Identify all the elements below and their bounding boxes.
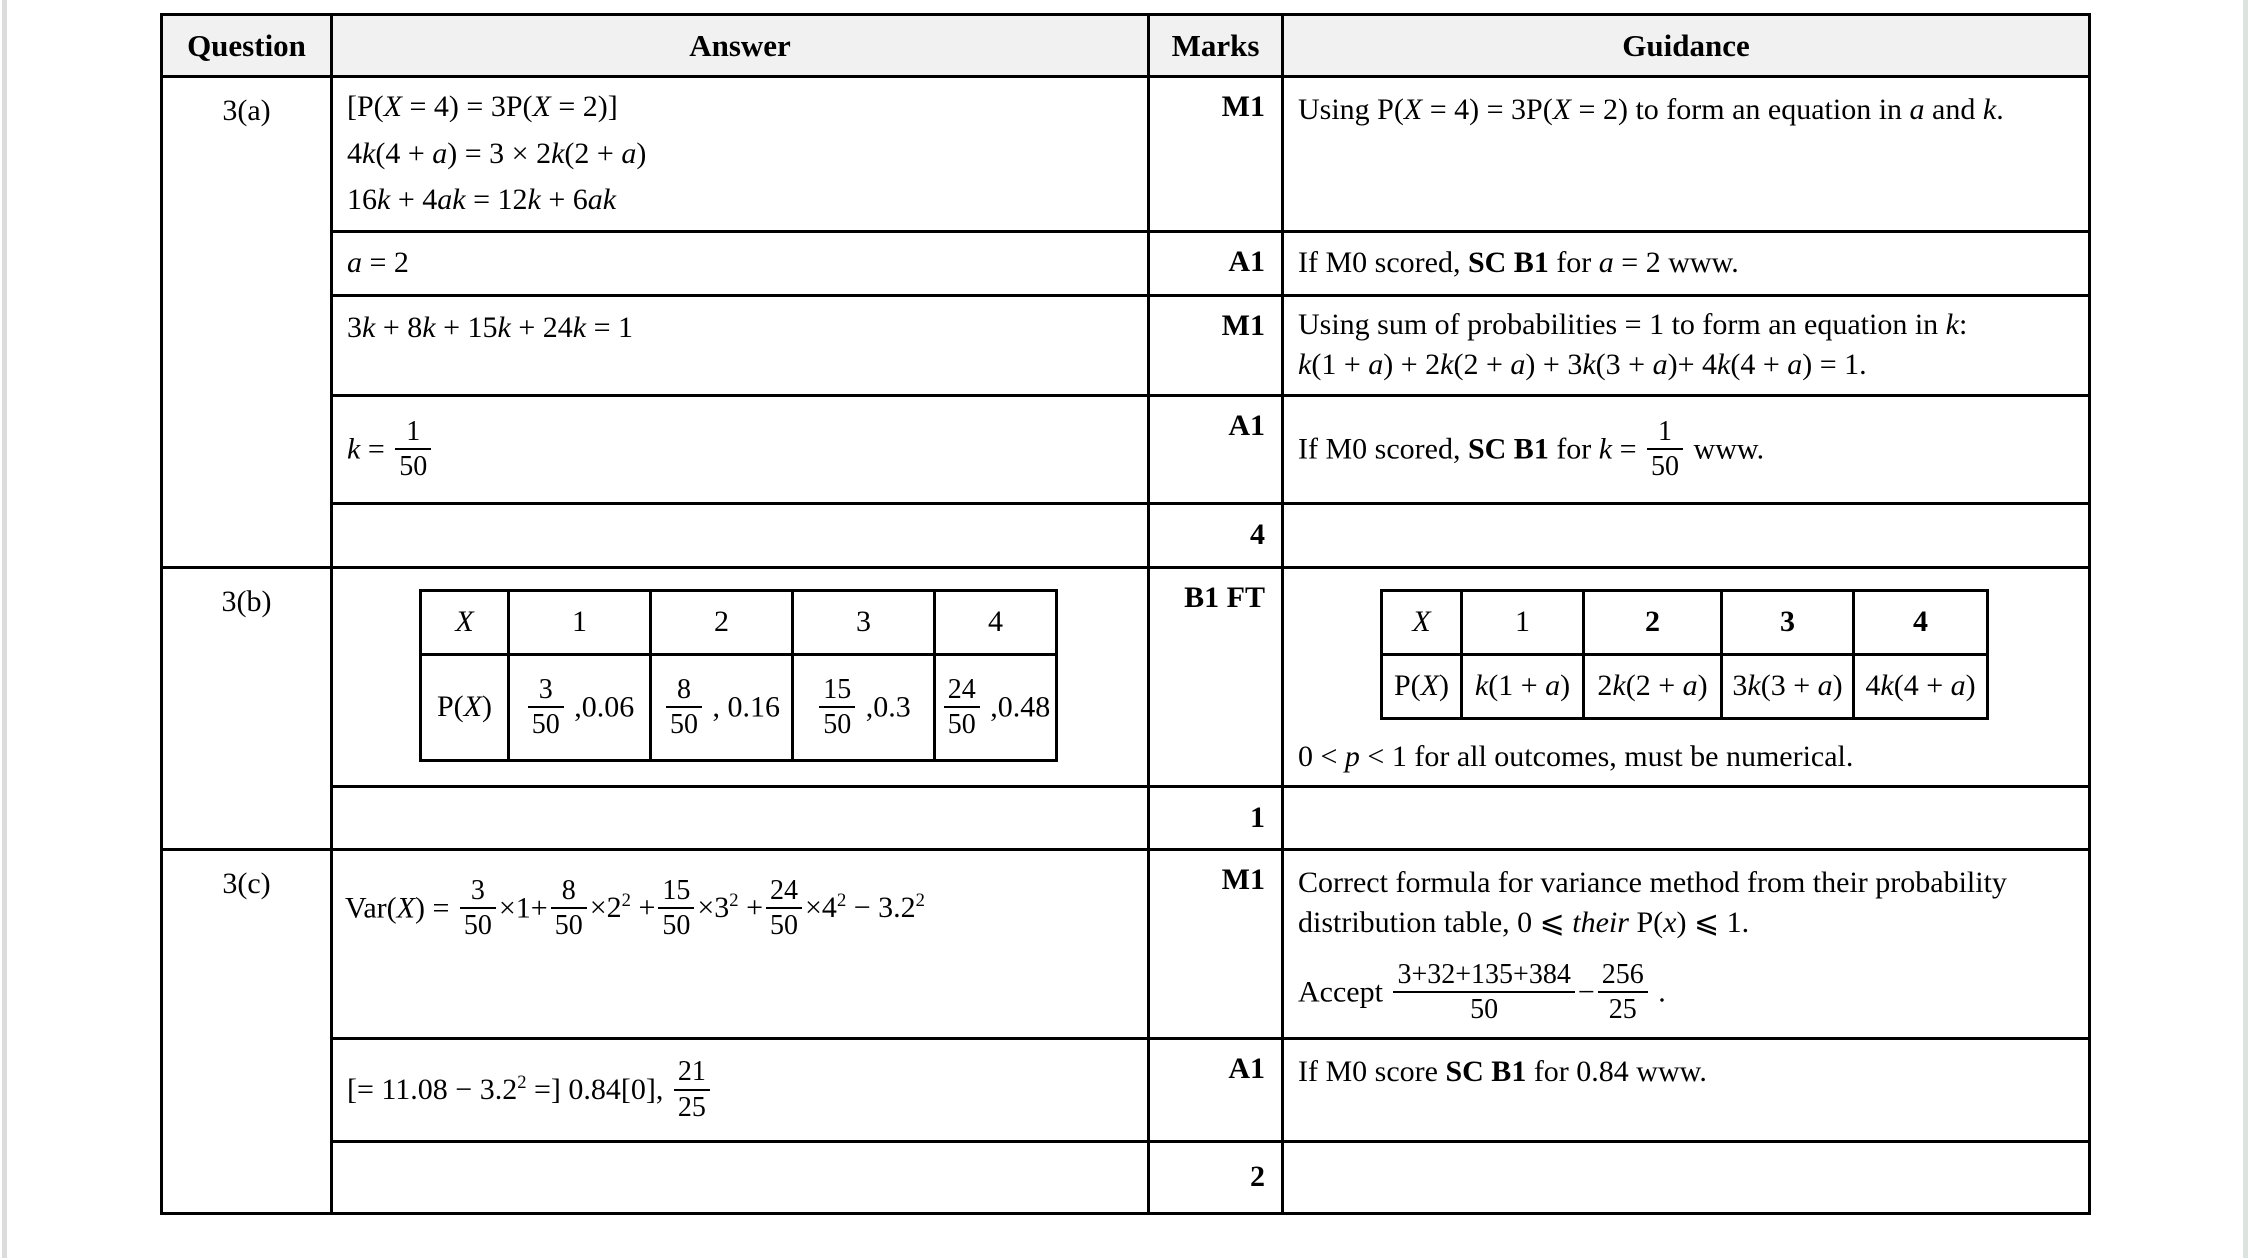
inner-row-label: P(X) (1382, 654, 1462, 718)
guidance-cell-empty (1283, 1141, 2090, 1213)
answer-line: 4k(4 + a) = 3 × 2k(2 + a) (347, 136, 647, 170)
guidance-cell: Using P(X = 4) = 3P(X = 2) to form an equation in a and k. (1283, 77, 2090, 232)
inner-header-row (1382, 590, 1988, 654)
guidance-cell (1283, 849, 2090, 1038)
fraction: $\frac{3}{50}$ (528, 674, 564, 741)
marks-total-cell: 1 (1149, 786, 1283, 849)
inner-header-2: 2 (651, 590, 793, 654)
column-header-marks: Marks (1149, 15, 1283, 77)
marks-cell: A1 (1149, 395, 1283, 503)
inner-value-row (1382, 654, 1988, 718)
row-3a-m2 (162, 295, 2090, 395)
row-3a-a1 (162, 231, 2090, 295)
math-text: $\times 4^2 - 3.2^2$ (805, 889, 925, 924)
question-cell-3b: 3(b) (162, 567, 332, 849)
row-3a-total (162, 503, 2090, 567)
inner-header-row (421, 590, 1057, 654)
marks-cell: A1 (1149, 231, 1283, 295)
fraction: $\frac{24}{50}$ (766, 875, 802, 942)
answer-cell (332, 395, 1149, 503)
math-text: − (1577, 975, 1595, 1009)
math-text: ,0.3 (858, 690, 911, 723)
fraction: $\frac{8}{50}$ (666, 674, 702, 741)
guidance-cell (1283, 295, 2090, 395)
column-header-answer: Answer (332, 15, 1149, 77)
inner-row-label: P(X) (421, 654, 509, 760)
inner-header-3: 3 (793, 590, 935, 654)
inner-prob-2: 2k(2 + a) (1584, 654, 1722, 718)
guidance-note: 0 < p < 1 for all outcomes, must be numerical. (1298, 739, 1854, 773)
guidance-line: k(1 + a) + 2k(2 + a) + 3k(3 + a)+ 4k(4 + a) = 1. (1298, 348, 1867, 381)
fraction: $\frac{3}{50}$ (460, 875, 496, 942)
page-edge-left (2, 0, 7, 1258)
inner-header-1: 1 (1462, 590, 1584, 654)
answer-cell (332, 77, 1149, 232)
inner-header-4: 4 (935, 590, 1057, 654)
answer-cell-empty (332, 1141, 1149, 1213)
marks-total-cell: 2 (1149, 1141, 1283, 1213)
guidance-cell: If M0 scored, SC B1 for a = 2 www. (1283, 231, 2090, 295)
math-text: ,0.06 (566, 690, 635, 723)
answer-cell-empty (332, 503, 1149, 567)
marks-cell: B1 FT (1149, 567, 1283, 786)
inner-prob-4 (935, 654, 1057, 760)
fraction: $\frac{3+32+135+384}{50}$ (1393, 959, 1574, 1026)
math-text: $\times 3^2$ + (697, 889, 764, 924)
page-edge-right (2243, 0, 2248, 1258)
math-text: ,0.48 (982, 690, 1051, 723)
inner-header-x: X (1382, 590, 1462, 654)
answer-cell (332, 1038, 1149, 1141)
column-header-guidance: Guidance (1283, 15, 2090, 77)
math-text: www. (1686, 431, 1765, 465)
row-3c-a1 (162, 1038, 2090, 1141)
answer-cell: 3k + 8k + 15k + 24k = 1 (332, 295, 1149, 395)
guidance-paragraph: Correct formula for variance method from their probability distribution table, 0 ⩽ their P(x) ⩽ 1. (1298, 865, 2007, 939)
math-text: , 0.16 (705, 690, 780, 723)
mark-scheme-table (160, 13, 2091, 1215)
inner-prob-1: k(1 + a) (1462, 654, 1584, 718)
row-3b-b1 (162, 567, 2090, 786)
answer-cell: a = 2 (332, 231, 1149, 295)
inner-header-3: 3 (1722, 590, 1854, 654)
inner-header-1: 1 (509, 590, 651, 654)
inner-header-2: 2 (1584, 590, 1722, 654)
fraction: $\frac{256}{25}$ (1598, 959, 1648, 1026)
row-3b-total (162, 786, 2090, 849)
inner-header-x: X (421, 590, 509, 654)
answer-line: [P(X = 4) = 3P(X = 2)] (347, 90, 618, 123)
inner-header-4: 4 (1854, 590, 1988, 654)
question-cell-3c: 3(c) (162, 849, 332, 1213)
guidance-cell (1283, 567, 2090, 786)
inner-prob-2 (651, 654, 793, 760)
probability-table-answer (419, 589, 1058, 762)
row-3c-total (162, 1141, 2090, 1213)
marks-cell: M1 (1149, 295, 1283, 395)
inner-prob-4: 4k(4 + a) (1854, 654, 1988, 718)
guidance-cell-empty (1283, 503, 2090, 567)
guidance-cell (1283, 395, 2090, 503)
inner-value-row (421, 654, 1057, 760)
marks-total-cell: 4 (1149, 503, 1283, 567)
guidance-cell-empty (1283, 786, 2090, 849)
probability-table-guidance (1380, 589, 1989, 720)
math-text: . (1650, 975, 1666, 1009)
math-text: ×1+ (498, 890, 548, 924)
row-3a-a2 (162, 395, 2090, 503)
fraction: $\frac{15}{50}$ (819, 674, 855, 741)
math-text: Var(X) = (345, 890, 457, 924)
row-3c-m1 (162, 849, 2090, 1038)
marks-cell: M1 (1149, 849, 1283, 1038)
answer-cell-empty (332, 786, 1149, 849)
guidance-line: Using sum of probabilities = 1 to form an equation in k: (1298, 307, 1968, 341)
table-header-row (162, 15, 2090, 77)
fraction: $\frac{21}{25}$ (674, 1056, 710, 1123)
math-text: $\times 2^2$ + (589, 889, 656, 924)
fraction: $\frac{1}{50}$ (395, 416, 431, 483)
answer-line: 16k + 4ak = 12k + 6ak (347, 183, 617, 216)
column-header-question: Question (162, 15, 332, 77)
math-text: Accept (1298, 975, 1391, 1009)
marks-cell: A1 (1149, 1038, 1283, 1141)
row-3a-m1 (162, 77, 2090, 232)
inner-prob-1 (509, 654, 651, 760)
fraction: $\frac{8}{50}$ (551, 875, 587, 942)
inner-prob-3: 3k(3 + a) (1722, 654, 1854, 718)
answer-cell (332, 567, 1149, 786)
fraction: $\frac{1}{50}$ (1647, 416, 1683, 483)
fraction: $\frac{15}{50}$ (658, 875, 694, 942)
marks-cell: M1 (1149, 77, 1283, 232)
guidance-cell: If M0 score SC B1 for 0.84 www. (1283, 1038, 2090, 1141)
guidance-accept (1298, 959, 2074, 1026)
math-text: [= $11.08 - 3.2^2$ =] 0.84[0], (347, 1071, 671, 1106)
inner-prob-3 (793, 654, 935, 760)
answer-cell (332, 849, 1149, 1038)
math-text: k = (347, 432, 393, 465)
math-text: If M0 scored, SC B1 for k = (1298, 431, 1645, 465)
fraction: $\frac{24}{50}$ (944, 674, 980, 741)
question-cell-3a: 3(a) (162, 77, 332, 568)
